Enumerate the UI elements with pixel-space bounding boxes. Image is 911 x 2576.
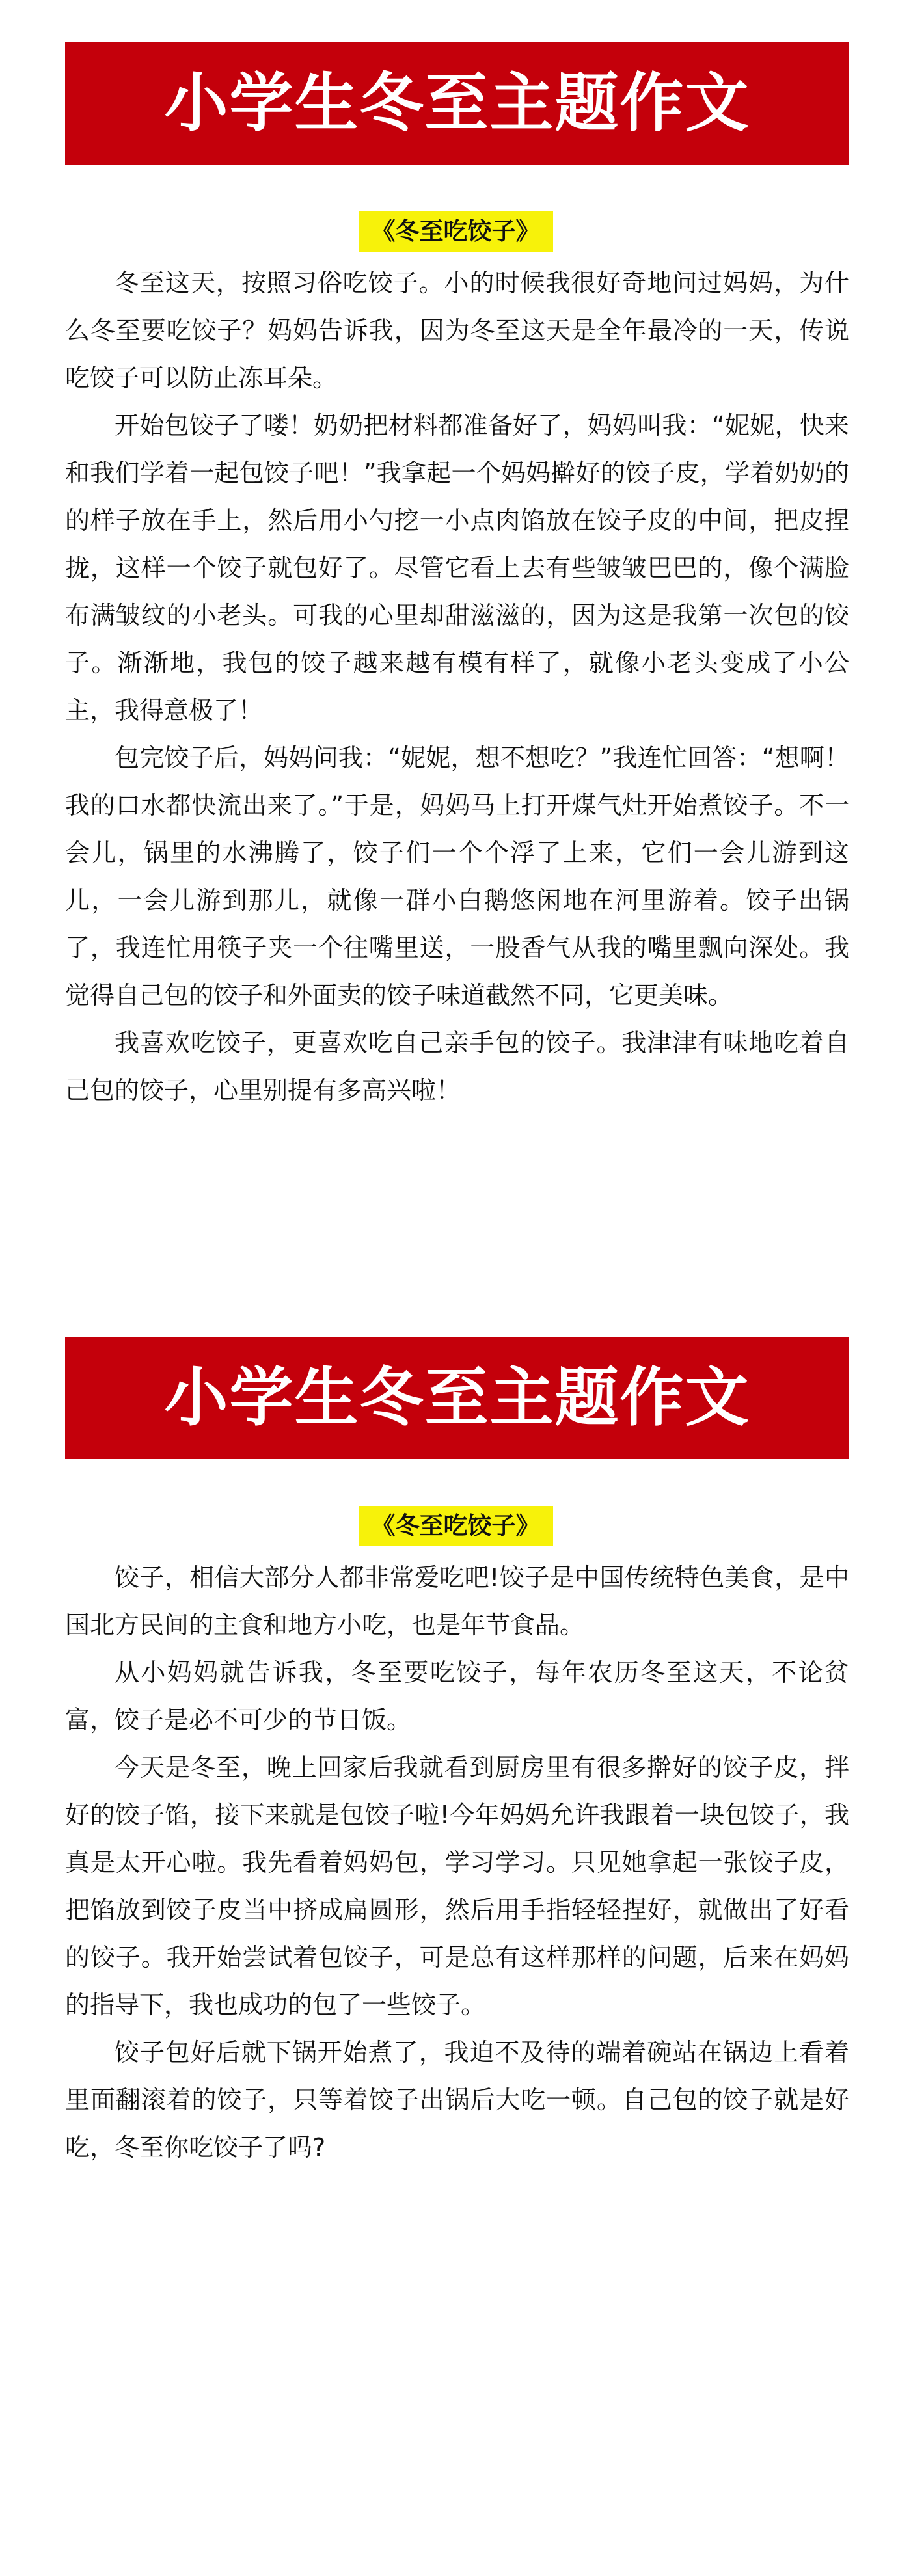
subtitle-container [0, 1506, 911, 1549]
essay-subtitle: 《冬至吃饺子》 [359, 1506, 553, 1546]
paragraph: 冬至这天，按照习俗吃饺子。小的时候我很好奇地问过妈妈，为什么冬至要吃饺子？妈妈告诉我，因为冬至这天是全年最冷的一天，传说吃饺子可以防止冻耳朵。 [65, 269, 849, 392]
essay-subtitle: 《冬至吃饺子》 [359, 211, 553, 252]
essay-section-1 [0, 42, 911, 1114]
banner-title: 小学生冬至主题作文 [164, 1361, 750, 1435]
paragraph: 从小妈妈就告诉我，冬至要吃饺子，每年农历冬至这天，不论贫富，饺子是必不可少的节日饭。 [65, 1658, 849, 1734]
paragraph: 今天是冬至，晚上回家后我就看到厨房里有很多擀好的饺子皮，拌好的饺子馅，接下来就是包饺子啦!今年妈妈允许我跟着一块包饺子，我真是太开心啦。我先看着妈妈包，学习学习。只见她拿起一张饺子皮，把馅放到饺子皮当中挤成扁圆形，然后用手指轻轻捏好，就做出了好看的饺子。我开始尝试着包饺子，可是总有这样那样的问题，后来在妈妈的指导下，我也成功的包了一些饺子。 [65, 1753, 849, 2019]
essay-body [65, 1554, 849, 2171]
paragraph: 包完饺子后，妈妈问我：“妮妮，想不想吃？”我连忙回答：“想啊！我的口水都快流出来了。”于是，妈妈马上打开煤气灶开始煮饺子。不一会儿，锅里的水沸腾了，饺子们一个个浮了上来，它们一会儿游到这儿，一会儿游到那儿，就像一群小白鹅悠闲地在河里游着。饺子出锅了，我连忙用筷子夹一个往嘴里送，一股香气从我的嘴里飘向深处。我觉得自己包的饺子和外面卖的饺子味道截然不同，它更美味。 [65, 744, 849, 1010]
title-banner [65, 42, 849, 165]
subtitle-container [0, 211, 911, 254]
paragraph: 开始包饺子了喽！奶奶把材料都准备好了，妈妈叫我：“妮妮，快来和我们学着一起包饺子吧！”我拿起一个妈妈擀好的饺子皮，学着奶奶的的样子放在手上，然后用小勺挖一小点肉馅放在饺子皮的中间，把皮捏拢，这样一个饺子就包好了。尽管它看上去有些皱皱巴巴的，像个满脸布满皱纹的小老头。可我的心里却甜滋滋的，因为这是我第一次包的饺子。渐渐地，我包的饺子越来越有模有样了，就像小老头变成了小公主，我得意极了！ [65, 411, 849, 725]
essay-section-2 [0, 1337, 911, 2171]
essay-body [65, 260, 849, 1114]
title-banner [65, 1337, 849, 1459]
paragraph: 我喜欢吃饺子，更喜欢吃自己亲手包的饺子。我津津有味地吃着自己包的饺子，心里别提有多高兴啦！ [65, 1028, 849, 1105]
banner-title: 小学生冬至主题作文 [164, 66, 750, 141]
paragraph: 饺子，相信大部分人都非常爱吃吧!饺子是中国传统特色美食，是中国北方民间的主食和地方小吃，也是年节食品。 [65, 1563, 849, 1639]
paragraph: 饺子包好后就下锅开始煮了，我迫不及待的端着碗站在锅边上看着里面翻滚着的饺子，只等着饺子出锅后大吃一顿。自己包的饺子就是好吃，冬至你吃饺子了吗? [65, 2038, 849, 2162]
